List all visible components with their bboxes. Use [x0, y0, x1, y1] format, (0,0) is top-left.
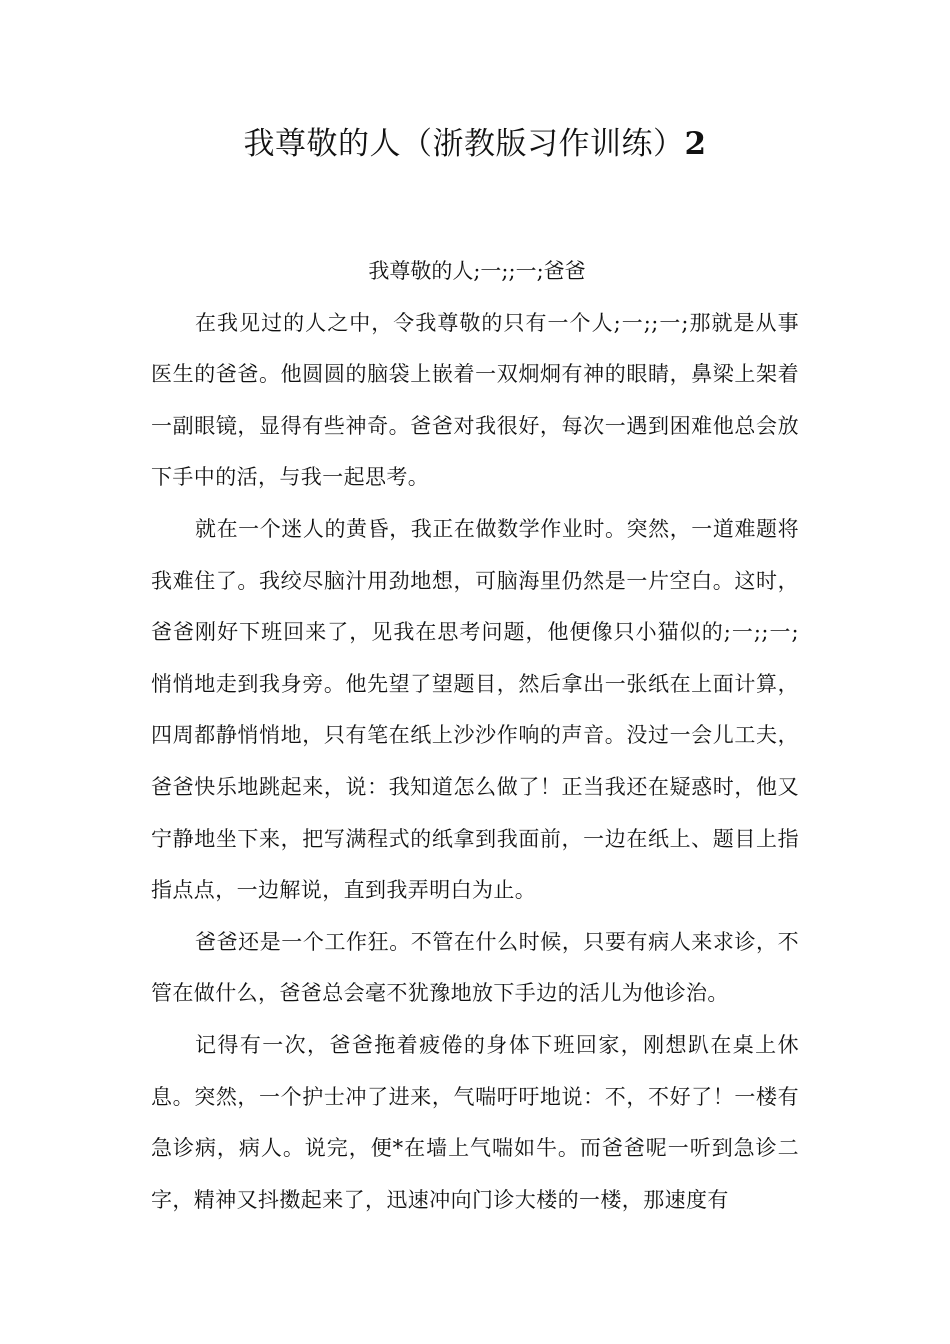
title-text: 我尊敬的人（浙教版习作训练） — [243, 126, 685, 162]
document-body — [151, 246, 799, 1226]
essay-subtitle: 我尊敬的人;一;;一;爸爸 — [368, 259, 586, 283]
paragraph-3: 爸爸还是一个工作狂。不管在什么时候，只要有病人来求诊，不管在做什么，爸爸总会毫不犹豫地放下手边的活儿为他诊治。 — [151, 929, 799, 1006]
document-title — [0, 122, 950, 166]
paragraph-1: 在我见过的人之中，令我尊敬的只有一个人;一;;一;那就是从事医生的爸爸。他圆圆的脑袋上嵌着一双炯炯有神的眼睛，鼻梁上架着一副眼镜，显得有些神奇。爸爸对我很好，每次一遇到困难他总会放下手中的活，与我一起思考。 — [151, 310, 799, 490]
title-number: 2 — [684, 126, 707, 162]
paragraph-4: 记得有一次，爸爸拖着疲倦的身体下班回家，刚想趴在桌上休息。突然，一个护士冲了进来，气喘吁吁地说：不，不好了！一楼有急诊病，病人。说完，便*在墙上气喘如牛。而爸爸呢一听到急诊二字，精神又抖擞起来了，迅速冲向门诊大楼的一楼，那速度有 — [151, 1032, 799, 1212]
paragraph-2: 就在一个迷人的黄昏，我正在做数学作业时。突然，一道难题将我难住了。我绞尽脑汁用劲地想，可脑海里仍然是一片空白。这时，爸爸刚好下班回来了，见我在思考问题，他便像只小猫似的;一;;一;悄悄地走到我身旁。他先望了望题目，然后拿出一张纸在上面计算，四周都静悄悄地，只有笔在纸上沙沙作响的声音。没过一会儿工夫，爸爸快乐地跳起来，说：我知道怎么做了！正当我还在疑惑时，他又宁静地坐下来，把写满程式的纸拿到我面前，一边在纸上、题目上指指点点，一边解说，直到我弄明白为止。 — [151, 516, 799, 903]
